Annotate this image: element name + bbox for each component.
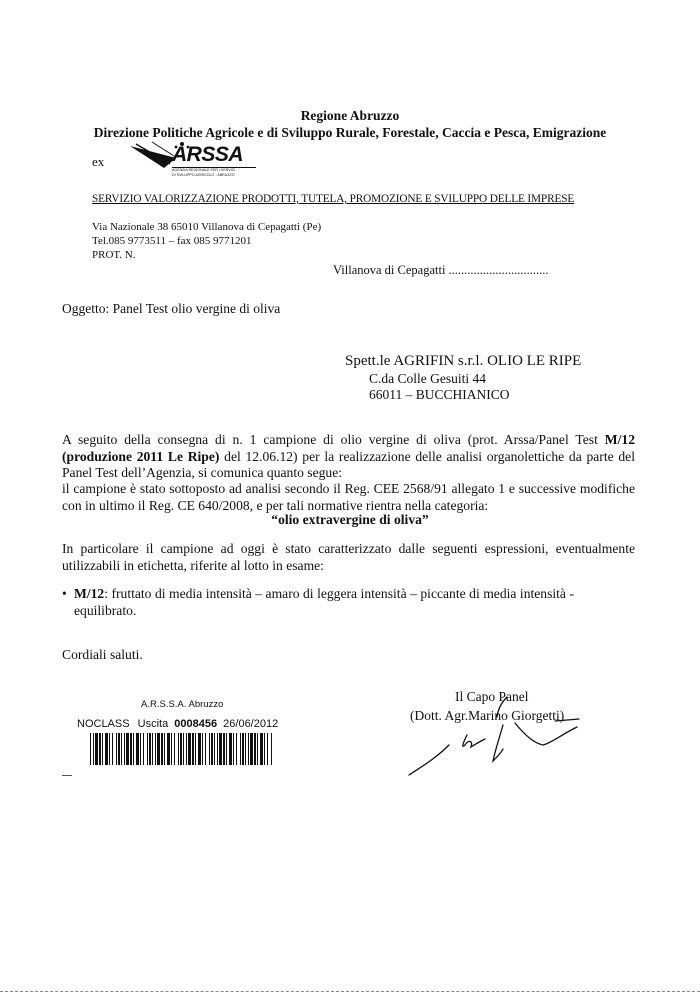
barcode-bar xyxy=(147,733,148,765)
handwritten-signature xyxy=(405,695,595,790)
barcode-bar xyxy=(242,733,244,765)
barcode-bar xyxy=(214,733,215,765)
barcode-bar xyxy=(264,733,265,765)
ex-label: ex xyxy=(92,154,105,169)
barcode-bar xyxy=(254,733,256,765)
p1-sample-ref: M/12 (produzione 2011 Le Ripe) xyxy=(62,432,635,464)
body-paragraph-1 xyxy=(62,432,635,482)
address-line-2: Tel.085 9773511 – fax 085 9771201 xyxy=(92,235,252,247)
stamp-direction: Uscita xyxy=(137,718,169,730)
barcode-bar xyxy=(102,733,103,765)
p1-text-a: A seguito della consegna di n. 1 campione di olio vergine di oliva (prot. Arssa/Panel Test xyxy=(62,432,605,447)
barcode-bar xyxy=(188,733,191,765)
barcode-bar xyxy=(149,733,151,765)
barcode-bar xyxy=(124,733,125,765)
barcode-bar xyxy=(248,733,249,765)
body-paragraph-2: il campione è stato sottoposto ad analisi secondo il Reg. CEE 2568/91 allegato 1 e successive modifiche con in ultimo il Reg. CE 640/2008, e per tali normative rientra nella categoria: xyxy=(62,481,635,513)
barcode-bar xyxy=(109,733,110,765)
recipient-city: 66011 – BUCCHIANICO xyxy=(369,387,510,402)
arssa-logo xyxy=(130,138,260,180)
directorate-title: Direzione Politiche Agricole e di Sviluppo Rurale, Forestale, Caccia e Pesca, Emigrazione xyxy=(93,125,607,140)
barcode-bar xyxy=(217,733,218,765)
logo-subtext-1: AGENZIA REGIONALE PER I SERVIZI xyxy=(172,168,235,172)
margin-mark xyxy=(62,775,72,776)
barcode-bar xyxy=(240,733,241,765)
barcode-bar xyxy=(180,733,182,765)
barcode-bar xyxy=(192,733,194,765)
stamp-date: 26/06/2012 xyxy=(223,718,279,730)
signatory-title: Il Capo Panel xyxy=(455,689,529,704)
barcode-bar xyxy=(178,733,179,765)
category-label: “olio extravergine di oliva” xyxy=(271,512,429,527)
signatory-name: (Dott. Agr.Marino Giorgetti) xyxy=(410,708,565,723)
barcode-bar xyxy=(226,733,227,765)
barcode-bar xyxy=(112,733,113,765)
p1-text-c: del 12.06.12) per la realizzazione delle analisi organolettiche da parte del Panel Test dell’Agenzia, si comunica quanto segue: xyxy=(62,448,635,480)
barcode-bar xyxy=(93,733,94,765)
barcode-bar xyxy=(236,733,237,765)
barcode-bar xyxy=(136,733,139,765)
barcode-bar xyxy=(198,733,201,765)
barcode-bar xyxy=(118,733,120,765)
protocol-number: PROT. N. xyxy=(92,249,136,261)
stamp-number: 0008456 xyxy=(174,718,218,730)
barcode-bar xyxy=(245,733,246,765)
barcode-bar xyxy=(152,733,153,765)
page-bottom-edge xyxy=(0,991,700,993)
barcode-bar xyxy=(267,733,268,765)
barcode-bar xyxy=(95,733,98,765)
barcode-bar xyxy=(186,733,187,765)
barcode-bar xyxy=(155,733,156,765)
barcode-bar xyxy=(202,733,203,765)
barcode-bar xyxy=(143,733,144,765)
sample-text: : fruttato di media intensità – amaro di leggera intensità – piccante di media intensità - equilibrato. xyxy=(74,586,574,618)
barcode-bar xyxy=(171,733,172,765)
barcode-bar xyxy=(205,733,206,765)
barcode-bar xyxy=(195,733,196,765)
barcode-bar xyxy=(105,733,108,765)
body-paragraph-3: In particolare il campione ad oggi è stato caratterizzato dalle seguenti espressioni, eventualmente utilizzabili in etichetta, riferite al lotto in esame: xyxy=(62,541,635,573)
barcode-bar xyxy=(130,733,132,765)
barcode-bar xyxy=(164,733,165,765)
recipient-street: C.da Colle Gesuiti 44 xyxy=(369,371,486,386)
address-line-1: Via Nazionale 38 65010 Villanova di Cepagatti (Pe) xyxy=(92,221,322,233)
barcode-bar xyxy=(229,733,232,765)
subject-line: Oggetto: Panel Test olio vergine di oliva xyxy=(62,301,281,316)
barcode-bar xyxy=(116,733,117,765)
barcode-bar xyxy=(219,733,222,765)
barcode-bar xyxy=(126,733,129,765)
logo-subtext-2: DI SVILUPPO AGRICOLO - ABRUZZO xyxy=(172,173,235,177)
stamp-line xyxy=(77,718,278,730)
barcode-bar xyxy=(90,733,91,765)
logo-text: ARSSA xyxy=(172,143,244,166)
barcode-bar xyxy=(174,733,175,765)
sample-label: M/12 xyxy=(74,586,105,601)
barcode-bar xyxy=(233,733,234,765)
barcode-bar xyxy=(260,733,263,765)
barcode-bar xyxy=(133,733,134,765)
barcode-bar xyxy=(257,733,258,765)
barcode-bar xyxy=(140,733,141,765)
recipient-name: Spett.le AGRIFIN s.r.l. OLIO LE RIPE xyxy=(345,353,582,369)
service-line: SERVIZIO VALORIZZAZIONE PRODOTTI, TUTELA, PROMOZIONE E SVILUPPO DELLE IMPRESE xyxy=(92,193,575,205)
barcode-bar xyxy=(183,733,184,765)
place-date: Villanova di Cepagatti ................................ xyxy=(333,263,549,277)
barcode-bar xyxy=(161,733,163,765)
closing-greeting: Cordiali saluti. xyxy=(62,647,143,662)
barcode xyxy=(90,733,275,765)
sample-description xyxy=(74,586,574,619)
bullet: • xyxy=(62,586,67,601)
barcode-bar xyxy=(121,733,122,765)
region-title: Regione Abruzzo xyxy=(300,108,400,123)
barcode-bar xyxy=(99,733,101,765)
stamp-class: NOCLASS xyxy=(77,718,130,730)
barcode-bar xyxy=(250,733,253,765)
barcode-bar xyxy=(211,733,213,765)
barcode-bar xyxy=(157,733,160,765)
stamp-org: A.R.S.S.A. Abruzzo xyxy=(141,699,224,710)
barcode-bar xyxy=(223,733,225,765)
barcode-bar xyxy=(167,733,170,765)
barcode-bar xyxy=(209,733,210,765)
barcode-bar xyxy=(271,733,272,765)
